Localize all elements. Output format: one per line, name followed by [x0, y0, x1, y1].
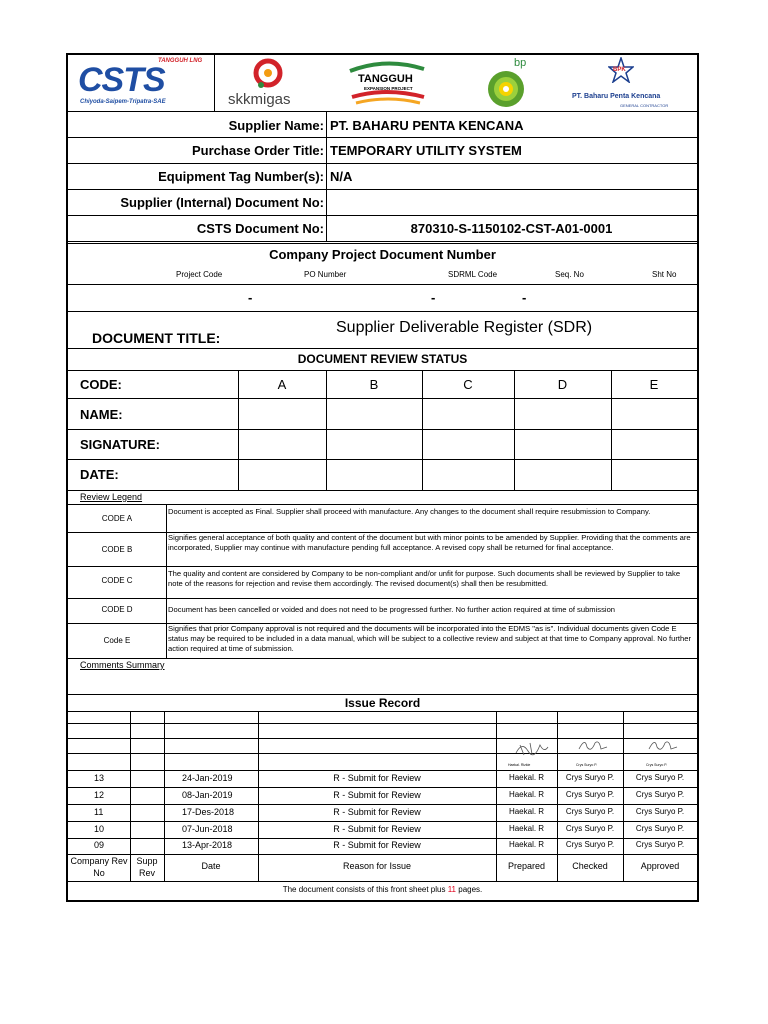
skkmigas-mark-icon [248, 57, 288, 93]
approved-by: Crys Suryo P. [635, 824, 685, 833]
skkmigas-logo [220, 57, 320, 109]
issue-reason: R - Submit for Review [333, 773, 421, 783]
supplier-name-value: PT. BAHARU PENTA KENCANA [330, 118, 524, 133]
rev-no: 09 [94, 840, 105, 850]
code-b: B [369, 377, 379, 392]
date-row-label: DATE: [80, 467, 119, 482]
checked-by: Crys Suryo P. [565, 840, 615, 849]
page-count-number: 11 [447, 885, 457, 894]
review-status-title: DOCUMENT REVIEW STATUS [297, 352, 468, 366]
issue-date: 08-Jan-2019 [182, 790, 233, 800]
legend-code-c: CODE C [101, 576, 133, 585]
legend-text-b: Signifies general acceptance of both quality and content of the document but with minor points to be amended by Supplier. Providing that the comments are incorporated, Supplier may continue with manufacture pending full acceptance. A revised copy shall be returned for final acceptance. [168, 533, 691, 552]
tangguh-logo-text: TANGGUH [358, 73, 413, 85]
code-d: D [557, 377, 568, 392]
prepared-by: Haekal. R [508, 824, 545, 833]
rev-no-header: Company Rev No [70, 856, 128, 878]
tangguh-logo-sub: EXPANSION PROJECT [364, 86, 413, 91]
checked-by: Crys Suryo P. [565, 824, 615, 833]
prepared-header: Prepared [507, 861, 546, 871]
rev-no: 10 [94, 824, 105, 834]
bpk-logo [568, 57, 692, 109]
logo-row [68, 55, 697, 111]
po-number-header: PO Number [304, 270, 347, 279]
code-e: E [649, 377, 659, 392]
legend-text-a: Document is accepted as Final. Supplier shall proceed with manufacture. Any changes to the document shall require resubmission to Company. [168, 507, 651, 516]
legend-code-b: CODE B [101, 545, 133, 554]
prepared-by: Haekal. R [508, 773, 545, 782]
issue-reason: R - Submit for Review [333, 840, 421, 850]
approved-by: Crys Suryo P. [635, 773, 685, 782]
prepared-by: Haekal. R [508, 840, 545, 849]
approved-by: Crys Suryo P. [635, 840, 685, 849]
reason-header: Reason for Issue [342, 861, 412, 871]
legend-text-e: Signifies that prior Company approval is not required and the documents will be incorporated into the EDMS "as is". Individual documents given Code E status may be required to be included in a data manual, which will be subject to a collective review and subject at that time to Company approval. No further action required at time of submission. [168, 624, 691, 653]
csts-logo-text: CSTS [78, 61, 165, 99]
bp-helios-icon [484, 69, 528, 109]
bp-logo-text: bp [514, 57, 527, 69]
issue-reason: R - Submit for Review [333, 790, 421, 800]
issue-reason: R - Submit for Review [333, 807, 421, 817]
rev-no: 13 [94, 773, 105, 783]
issue-record-title: Issue Record [344, 696, 421, 710]
issue-date: 17-Des-2018 [182, 807, 235, 817]
approved-by: Crys Suryo P. [635, 790, 685, 799]
rev-no: 11 [94, 807, 104, 817]
checked-signature [573, 737, 613, 755]
csts-doc-label: CSTS Document No: [196, 221, 324, 236]
approved-header: Approved [640, 861, 680, 871]
csts-logo-sub: Chiyoda-Saipem-Tripatra-SAE [80, 99, 166, 105]
csts-logo-top: TANGGUH LNG [158, 58, 203, 64]
equipment-tag-label: Equipment Tag Number(s): [158, 169, 324, 184]
checked-by: Crys Suryo P. [565, 790, 615, 799]
skkmigas-logo-text: skkmigas [228, 91, 291, 108]
legend-code-a: CODE A [101, 514, 133, 523]
bpk-logo-name: PT. Baharu Penta Kencana [572, 93, 661, 100]
checked-by: Crys Suryo P. [565, 807, 615, 816]
issue-date: 24-Jan-2019 [182, 773, 233, 783]
page-count-prefix: The document consists of this front sheet plus [282, 885, 446, 894]
legend-code-e: Code E [103, 636, 131, 645]
prepared-by: Haekal. R [508, 790, 545, 799]
prepared-by: Haekal. R [508, 807, 545, 816]
legend-text-c: The quality and content are considered by Company to be non-compliant and/or unfit for purpose. Such documents shall be reviewed by Supplier to take note of the reasons for rejection and revise them accordingly. The revised document(s) shall then be resubmitted. [168, 569, 681, 588]
document-front-sheet [66, 53, 699, 902]
legend-text-d: Document has been cancelled or voided and does not need to be progressed further. No further action required at time of submission [168, 605, 616, 614]
tangguh-logo [346, 59, 428, 107]
supplier-internal-doc-label: Supplier (Internal) Document No: [120, 195, 324, 210]
prepared-signature-name: Haekal. Rizkie [508, 763, 531, 767]
date-header: Date [201, 861, 221, 871]
page-count-suffix: pages. [458, 885, 483, 894]
bpk-logo-sub: GENERAL CONTRACTOR [620, 103, 669, 108]
csts-logo [76, 57, 208, 109]
project-doc-title: Company Project Document Number [269, 247, 496, 262]
bpk-logo-text: BPK [613, 67, 626, 73]
sdrml-code-header: SDRML Code [448, 270, 498, 279]
seq-no-value: - [522, 290, 527, 305]
code-c: C [463, 377, 473, 392]
approved-by: Crys Suryo P. [635, 807, 685, 816]
issue-reason: R - Submit for Review [333, 824, 421, 834]
checked-header: Checked [572, 861, 608, 871]
bp-logo [484, 57, 534, 109]
approved-signature [643, 737, 683, 755]
issue-date: 07-Jun-2018 [182, 824, 233, 834]
rev-no: 12 [94, 790, 105, 800]
prepared-signature [512, 739, 552, 757]
checked-signature-name: Crys Suryo P. [576, 763, 598, 767]
project-code-header: Project Code [176, 270, 223, 279]
supp-rev-header: Supp Rev [136, 856, 158, 878]
signature-row-label: SIGNATURE: [80, 437, 160, 452]
issue-date: 13-Apr-2018 [182, 840, 233, 850]
project-code-value: - [248, 290, 253, 305]
name-row-label: NAME: [80, 407, 123, 422]
comments-summary-title: Comments Summary [80, 660, 165, 670]
page-count-note [68, 885, 697, 894]
csts-doc-value: 870310-S-1150102-CST-A01-0001 [410, 221, 613, 236]
checked-by: Crys Suryo P. [565, 773, 615, 782]
equipment-tag-value: N/A [330, 169, 353, 184]
review-legend-title: Review Legend [80, 492, 143, 502]
code-row-label: CODE: [80, 377, 122, 392]
purchase-order-title-value: TEMPORARY UTILITY SYSTEM [330, 143, 522, 158]
sdrml-code-value: - [431, 290, 436, 305]
document-title-label: DOCUMENT TITLE: [92, 330, 221, 346]
sht-no-header: Sht No [652, 270, 677, 279]
seq-no-header: Seq. No [555, 270, 584, 279]
document-title-value: Supplier Deliverable Register (SDR) [336, 319, 593, 336]
legend-code-d: CODE D [101, 605, 133, 614]
approved-signature-name: Crys Suryo P. [646, 763, 668, 767]
code-a: A [277, 377, 287, 392]
purchase-order-title-label: Purchase Order Title: [192, 143, 324, 158]
supplier-name-label: Supplier Name: [228, 118, 324, 133]
